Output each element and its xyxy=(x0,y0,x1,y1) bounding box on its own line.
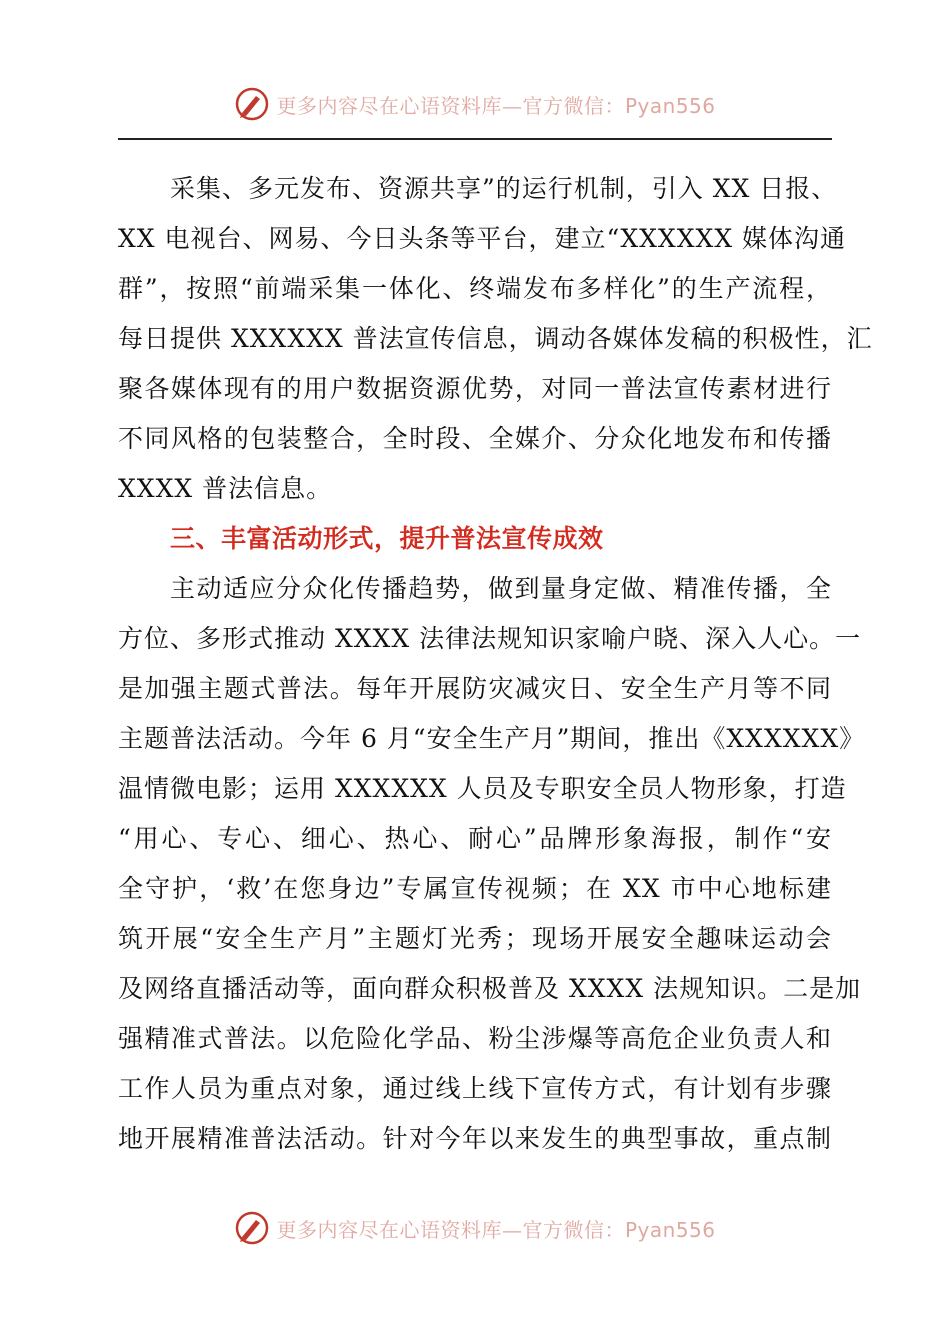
text-line: XXXX 普法信息。 xyxy=(118,474,333,503)
pen-logo-icon xyxy=(234,86,270,122)
text-line: 主动适应分众化传播趋势，做到量身定做、精准传播，全 xyxy=(170,574,832,603)
text-line: 不同风格的包装整合，全时段、全媒介、分众化地发布和传播 xyxy=(118,424,832,453)
text-line: 方位、多形式推动 XXXX 法律法规知识家喻户晓、深入人心。一 xyxy=(118,624,862,653)
header-divider xyxy=(118,138,832,140)
header-watermark xyxy=(0,84,950,124)
text-line: 聚各媒体现有的用户数据资源优势，对同一普法宣传素材进行 xyxy=(118,374,832,403)
text-line: 采集、多元发布、资源共享”的运行机制，引入 XX 日报、 xyxy=(170,174,838,203)
text-line: 工作人员为重点对象，通过线上线下宣传方式，有计划有步骤 xyxy=(118,1074,832,1103)
text-line: 强精准式普法。以危险化学品、粉尘涉爆等高危企业负责人和 xyxy=(118,1024,832,1053)
text-line: 温情微电影；运用 XXXXXX 人员及专职安全员人物形象，打造 xyxy=(118,774,847,803)
paragraph-media-mechanism xyxy=(118,164,873,514)
text-line: 地开展精准普法活动。针对今年以来发生的典型事故，重点制 xyxy=(118,1124,832,1153)
text-line: 是加强主题式普法。每年开展防灾减灾日、安全生产月等不同 xyxy=(118,674,832,703)
watermark-text: 更多内容尽在心语资料库—官方微信：Pyan556 xyxy=(276,1217,716,1242)
pen-logo-icon xyxy=(234,1210,270,1246)
text-line: 群”，按照“前端采集一体化、终端发布多样化”的生产流程， xyxy=(118,274,832,303)
text-line: 及网络直播活动等，面向群众积极普及 XXXX 法规知识。二是加 xyxy=(118,974,862,1003)
text-line: 全守护，‘救’在您身边”专属宣传视频；在 XX 市中心地标建 xyxy=(118,874,832,903)
document-body xyxy=(118,164,873,1164)
text-line: 筑开展“安全生产月”主题灯光秀；现场开展安全趣味运动会 xyxy=(118,924,832,953)
watermark-text: 更多内容尽在心语资料库—官方微信：Pyan556 xyxy=(276,93,716,118)
section-heading-3: 三、丰富活动形式，提升普法宣传成效 xyxy=(170,524,604,553)
footer-watermark xyxy=(0,1208,950,1248)
text-line: “用心、专心、细心、热心、耐心”品牌形象海报，制作“安 xyxy=(118,824,832,853)
paragraph-activities xyxy=(118,564,866,1164)
text-line: 每日提供 XXXXXX 普法宣传信息，调动各媒体发稿的积极性，汇 xyxy=(118,324,873,353)
text-line: 主题普法活动。今年 6 月“安全生产月”期间，推出《XXXXXX》 xyxy=(118,724,866,753)
text-line: XX 电视台、网易、今日头条等平台，建立“XXXXXX 媒体沟通 xyxy=(118,224,847,253)
